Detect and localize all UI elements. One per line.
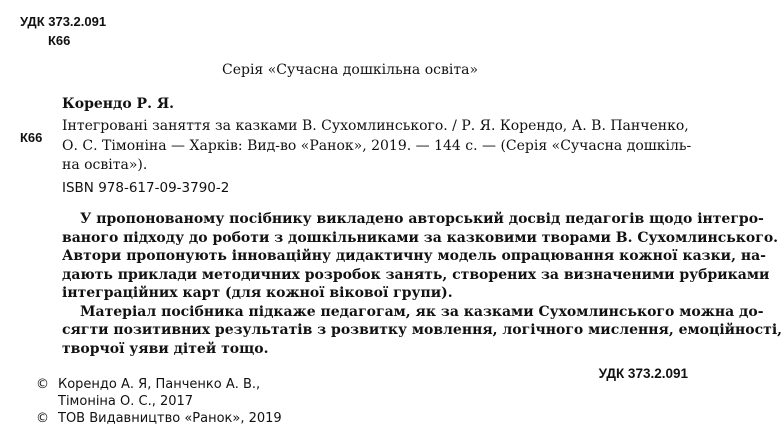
abstract-line: У пропонованому посібнику викладено авторський досвід педагогів щодо інтегро-: [80, 211, 764, 227]
author-heading: Корендо Р. Я.: [62, 96, 175, 112]
udk-code-bottom: УДК 373.2.091: [598, 366, 688, 381]
udk-code-top: УДК 373.2.091: [20, 14, 107, 29]
abstract-line: ваного підходу до роботи з дошкільниками за казковими творами В. Сухомлинського.: [62, 229, 779, 246]
abstract: [62, 210, 782, 358]
abstract-line: творчої уяви дітей тощо.: [62, 340, 269, 357]
abstract-line: дають приклади методичних розробок занять, створених за визначеними рубриками: [62, 266, 770, 283]
abstract-line: інтеграційних карт (для кожної вікової групи).: [62, 285, 453, 301]
isbn: ISBN 978-617-09-3790-2: [62, 180, 230, 196]
copyright-authors-text: Корендо А. Я, Панченко А. В.,: [58, 377, 261, 392]
copyright-publisher-text: ТОВ Видавництво «Ранок», 2019: [58, 411, 282, 426]
copyright-icon: ©: [36, 411, 49, 426]
abstract-line: Автори пропонують інноваційну дидактичну модель опрацювання кожної казки, на-: [62, 248, 766, 264]
author-mark-side: К66: [20, 130, 43, 145]
abstract-line: Матеріал посібника підкаже педагогам, як за казками Сухомлинського можна до-: [80, 303, 764, 320]
copyright-authors: [36, 377, 260, 392]
copyright-authors-cont: Тімоніна О. С., 2017: [58, 394, 194, 409]
copyright-publisher: [36, 411, 282, 426]
bibliography-line: на освіта»).: [62, 157, 148, 173]
copyright-icon: ©: [36, 377, 49, 392]
bibliography-line: О. С. Тімоніна — Харків: Вид-во «Ранок», 2019. — 144 с. — (Серія «Сучасна дошкіль-: [62, 137, 692, 154]
series-title: Серія «Сучасна дошкільна освіта»: [221, 62, 479, 78]
bibliography-line: Інтегровані заняття за казками В. Сухомлинського. / Р. Я. Корендо, А. В. Панченко,: [62, 118, 689, 134]
bibliographic-description: [62, 117, 690, 176]
abstract-line: сягти позитивних результатів з розвитку мовлення, логічного мислення, емоційності,: [62, 322, 782, 338]
author-mark-top: К66: [48, 33, 71, 48]
